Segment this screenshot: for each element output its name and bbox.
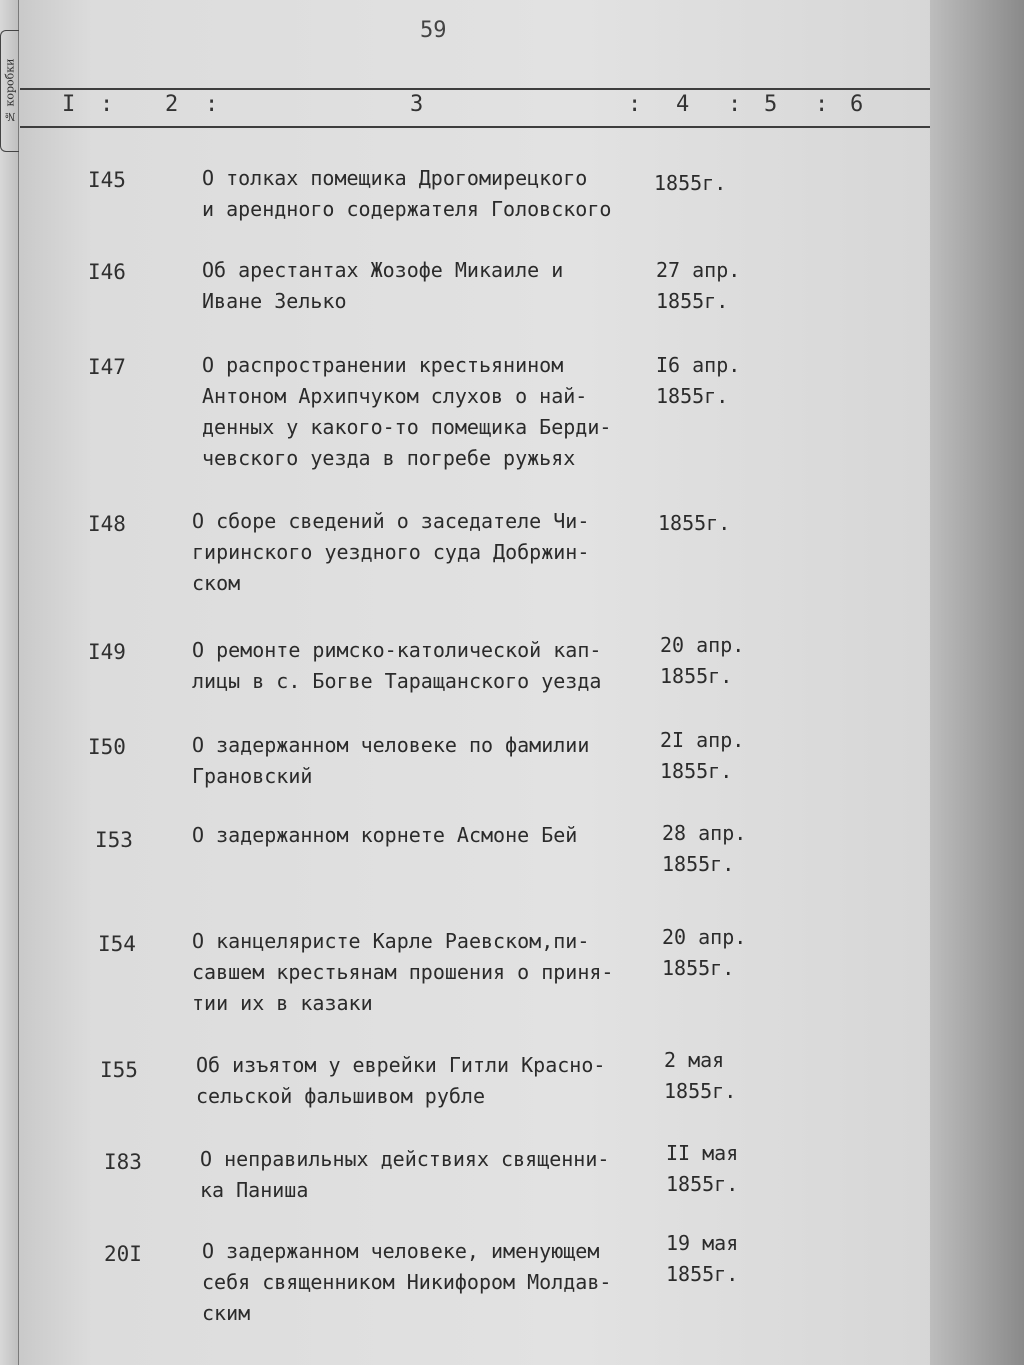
- entry-number: I55: [100, 1058, 138, 1082]
- entry-number: I54: [98, 932, 136, 956]
- entry-date: 27 апр. 1855г.: [656, 258, 741, 313]
- header-rule-bottom: [20, 126, 930, 128]
- column-header-3: 3: [410, 92, 424, 117]
- entry-number: 20I: [104, 1242, 142, 1266]
- page-edge-shadow: [930, 0, 1024, 1365]
- column-separator: :: [815, 92, 829, 117]
- entry-description: О неправильных действиях священни- ка Паниша: [200, 1147, 610, 1202]
- column-separator: :: [100, 92, 114, 117]
- column-header-4: 4: [676, 92, 690, 117]
- entry-date: I6 апр. 1855г.: [656, 353, 741, 408]
- entry-number: I48: [88, 512, 126, 536]
- entry-number: I46: [88, 260, 126, 284]
- box-number-stamp: № коробки: [0, 30, 19, 152]
- entry-date: 1855г.: [654, 171, 727, 195]
- entry-number: I83: [104, 1150, 142, 1174]
- entry-description: О толках помещика Дрогомирецкого и арендного содержателя Головского: [202, 166, 612, 221]
- column-separator: :: [728, 92, 742, 117]
- binding-edge: [0, 0, 19, 1365]
- entry-number: I49: [88, 640, 126, 664]
- column-header-1: I: [62, 92, 76, 117]
- entry-date: 1855г.: [658, 511, 731, 535]
- page-number: 59: [420, 18, 447, 43]
- column-header-5: 5: [764, 92, 778, 117]
- entry-date: 20 апр. 1855г.: [660, 633, 745, 688]
- column-header-2: 2: [165, 92, 179, 117]
- entry-date: 19 мая 1855г.: [666, 1231, 739, 1286]
- entry-date: 2I апр. 1855г.: [660, 728, 745, 783]
- column-separator: :: [628, 92, 642, 117]
- entry-number: I50: [88, 735, 126, 759]
- entry-date: 20 апр. 1855г.: [662, 925, 747, 980]
- entry-date: II мая 1855г.: [666, 1141, 739, 1196]
- entry-description: О задержанном человеке, именующем себя священником Никифором Молдав- ским: [202, 1239, 612, 1325]
- entry-description: Об изъятом у еврейки Гитли Красно- сельской фальшивом рубле: [196, 1053, 606, 1108]
- entry-date: 2 мая 1855г.: [664, 1048, 737, 1103]
- entry-description: О задержанном корнете Асмоне Бей: [192, 823, 578, 847]
- header-rule-top: [20, 88, 930, 90]
- entry-description: О ремонте римско-католической кап- лицы в с. Богве Таращанского уезда: [192, 638, 602, 693]
- entry-description: Об арестантах Жозофе Микаиле и Иване Зелько: [202, 258, 564, 313]
- entry-number: I47: [88, 355, 126, 379]
- entry-description: О задержанном человеке по фамилии Грановский: [192, 733, 590, 788]
- entry-number: I45: [88, 168, 126, 192]
- entry-description: О канцеляристе Карле Раевском,пи- савшем крестьянам прошения о приня- тии их в казаки: [192, 929, 614, 1015]
- entry-description: О распространении крестьянином Антоном Архипчуком слухов о най- денных у какого-то помещика Берди- чевского уезда в погребе ружьях: [202, 353, 612, 470]
- column-header-6: 6: [850, 92, 864, 117]
- column-separator: :: [205, 92, 219, 117]
- entry-date: 28 апр. 1855г.: [662, 821, 747, 876]
- entry-number: I53: [95, 828, 133, 852]
- entry-description: О сборе сведений о заседателе Чи- гиринского уездного суда Добржин- ском: [192, 509, 590, 595]
